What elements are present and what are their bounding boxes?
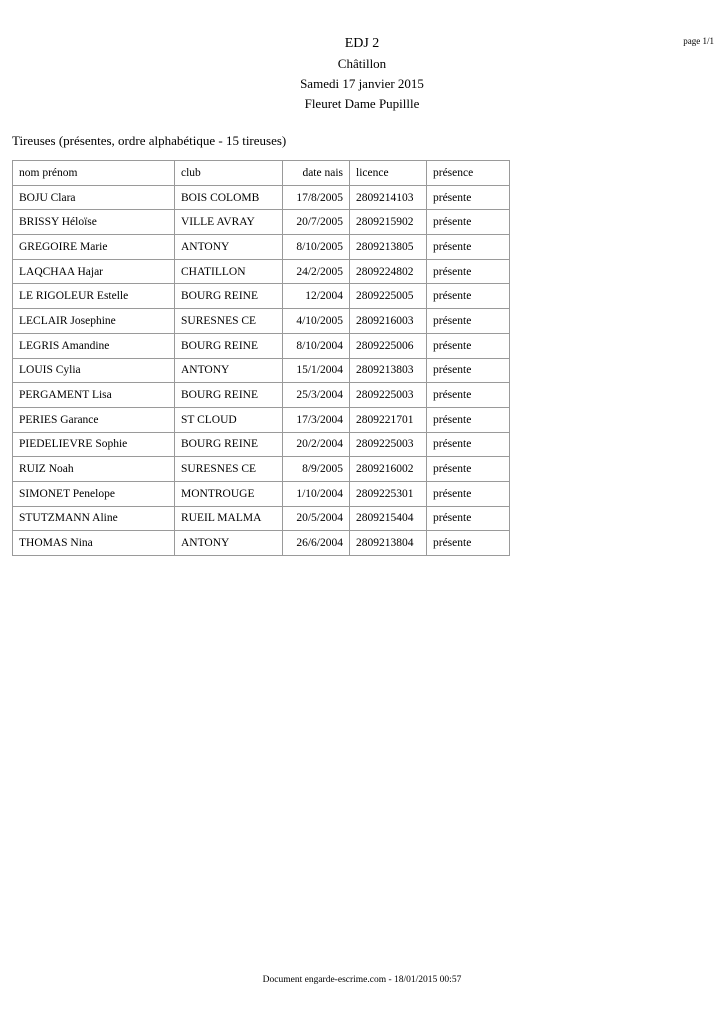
cell-club: ANTONY: [175, 235, 283, 260]
cell-licence: 2809225005: [350, 284, 427, 309]
document-header: [0, 34, 724, 114]
cell-licence: 2809213803: [350, 358, 427, 383]
cell-birth-date: 25/3/2004: [283, 383, 350, 408]
cell-birth-date: 20/5/2004: [283, 506, 350, 531]
table-row: [13, 284, 510, 309]
cell-name: RUIZ Noah: [13, 457, 175, 482]
cell-birth-date: 20/7/2005: [283, 210, 350, 235]
cell-presence: présente: [427, 259, 510, 284]
cell-birth-date: 15/1/2004: [283, 358, 350, 383]
header-presence: présence: [427, 161, 510, 186]
cell-presence: présente: [427, 457, 510, 482]
header-licence: licence: [350, 161, 427, 186]
cell-presence: présente: [427, 210, 510, 235]
cell-licence: 2809214103: [350, 185, 427, 210]
cell-club: SURESNES CE: [175, 457, 283, 482]
header-club: club: [175, 161, 283, 186]
cell-presence: présente: [427, 506, 510, 531]
cell-licence: 2809225301: [350, 481, 427, 506]
cell-birth-date: 8/10/2005: [283, 235, 350, 260]
cell-name: PERIES Garance: [13, 407, 175, 432]
cell-birth-date: 26/6/2004: [283, 531, 350, 556]
cell-licence: 2809225006: [350, 333, 427, 358]
table-row: [13, 235, 510, 260]
cell-licence: 2809213805: [350, 235, 427, 260]
table-row: [13, 531, 510, 556]
cell-licence: 2809215404: [350, 506, 427, 531]
header-birth-date: date nais: [283, 161, 350, 186]
cell-club: CHATILLON: [175, 259, 283, 284]
cell-birth-date: 17/3/2004: [283, 407, 350, 432]
table-row: [13, 309, 510, 334]
cell-birth-date: 20/2/2004: [283, 432, 350, 457]
cell-licence: 2809221701: [350, 407, 427, 432]
cell-club: BOURG REINE: [175, 383, 283, 408]
cell-name: LOUIS Cylia: [13, 358, 175, 383]
table-row: [13, 432, 510, 457]
document-footer: Document engarde-escrime.com - 18/01/2015 00:57: [262, 975, 462, 985]
event-category: Fleuret Dame Pupillle: [304, 96, 420, 111]
cell-licence: 2809215902: [350, 210, 427, 235]
table-row: [13, 457, 510, 482]
list-subtitle: Tireuses (présentes, ordre alphabétique - 15 tireuses): [12, 133, 287, 148]
cell-name: PIEDELIEVRE Sophie: [13, 432, 175, 457]
table-row: [13, 210, 510, 235]
cell-presence: présente: [427, 235, 510, 260]
table-row: [13, 506, 510, 531]
cell-birth-date: 4/10/2005: [283, 309, 350, 334]
cell-presence: présente: [427, 333, 510, 358]
cell-licence: 2809216003: [350, 309, 427, 334]
cell-presence: présente: [427, 383, 510, 408]
cell-presence: présente: [427, 407, 510, 432]
table-row: [13, 481, 510, 506]
cell-club: ANTONY: [175, 358, 283, 383]
cell-birth-date: 24/2/2005: [283, 259, 350, 284]
cell-birth-date: 8/10/2004: [283, 333, 350, 358]
cell-presence: présente: [427, 481, 510, 506]
cell-club: ST CLOUD: [175, 407, 283, 432]
table-row: [13, 383, 510, 408]
cell-name: LEGRIS Amandine: [13, 333, 175, 358]
cell-birth-date: 17/8/2005: [283, 185, 350, 210]
cell-name: BOJU Clara: [13, 185, 175, 210]
cell-club: VILLE AVRAY: [175, 210, 283, 235]
cell-presence: présente: [427, 358, 510, 383]
cell-presence: présente: [427, 531, 510, 556]
event-title: EDJ 2: [344, 36, 380, 51]
cell-licence: 2809216002: [350, 457, 427, 482]
cell-name: THOMAS Nina: [13, 531, 175, 556]
cell-name: PERGAMENT Lisa: [13, 383, 175, 408]
cell-presence: présente: [427, 432, 510, 457]
cell-licence: 2809224802: [350, 259, 427, 284]
cell-name: STUTZMANN Aline: [13, 506, 175, 531]
cell-name: SIMONET Penelope: [13, 481, 175, 506]
header-name: nom prénom: [13, 161, 175, 186]
cell-licence: 2809225003: [350, 383, 427, 408]
cell-presence: présente: [427, 309, 510, 334]
event-place: Châtillon: [337, 56, 387, 71]
fencers-table: [12, 160, 510, 556]
table-row: [13, 259, 510, 284]
cell-club: SURESNES CE: [175, 309, 283, 334]
cell-name: LE RIGOLEUR Estelle: [13, 284, 175, 309]
table-row: [13, 185, 510, 210]
cell-club: BOURG REINE: [175, 333, 283, 358]
cell-name: LECLAIR Josephine: [13, 309, 175, 334]
cell-club: ANTONY: [175, 531, 283, 556]
cell-club: BOURG REINE: [175, 432, 283, 457]
cell-licence: 2809213804: [350, 531, 427, 556]
cell-birth-date: 1/10/2004: [283, 481, 350, 506]
table-header-row: [13, 161, 510, 186]
cell-club: MONTROUGE: [175, 481, 283, 506]
table-row: [13, 407, 510, 432]
event-date: Samedi 17 janvier 2015: [300, 76, 424, 91]
table-row: [13, 358, 510, 383]
cell-club: BOIS COLOMB: [175, 185, 283, 210]
cell-name: GREGOIRE Marie: [13, 235, 175, 260]
cell-birth-date: 8/9/2005: [283, 457, 350, 482]
cell-name: BRISSY Héloïse: [13, 210, 175, 235]
cell-licence: 2809225003: [350, 432, 427, 457]
cell-birth-date: 12/2004: [283, 284, 350, 309]
cell-club: RUEIL MALMA: [175, 506, 283, 531]
page-number: page 1/1: [683, 36, 714, 46]
cell-club: BOURG REINE: [175, 284, 283, 309]
cell-presence: présente: [427, 284, 510, 309]
cell-presence: présente: [427, 185, 510, 210]
table-row: [13, 333, 510, 358]
cell-name: LAQCHAA Hajar: [13, 259, 175, 284]
